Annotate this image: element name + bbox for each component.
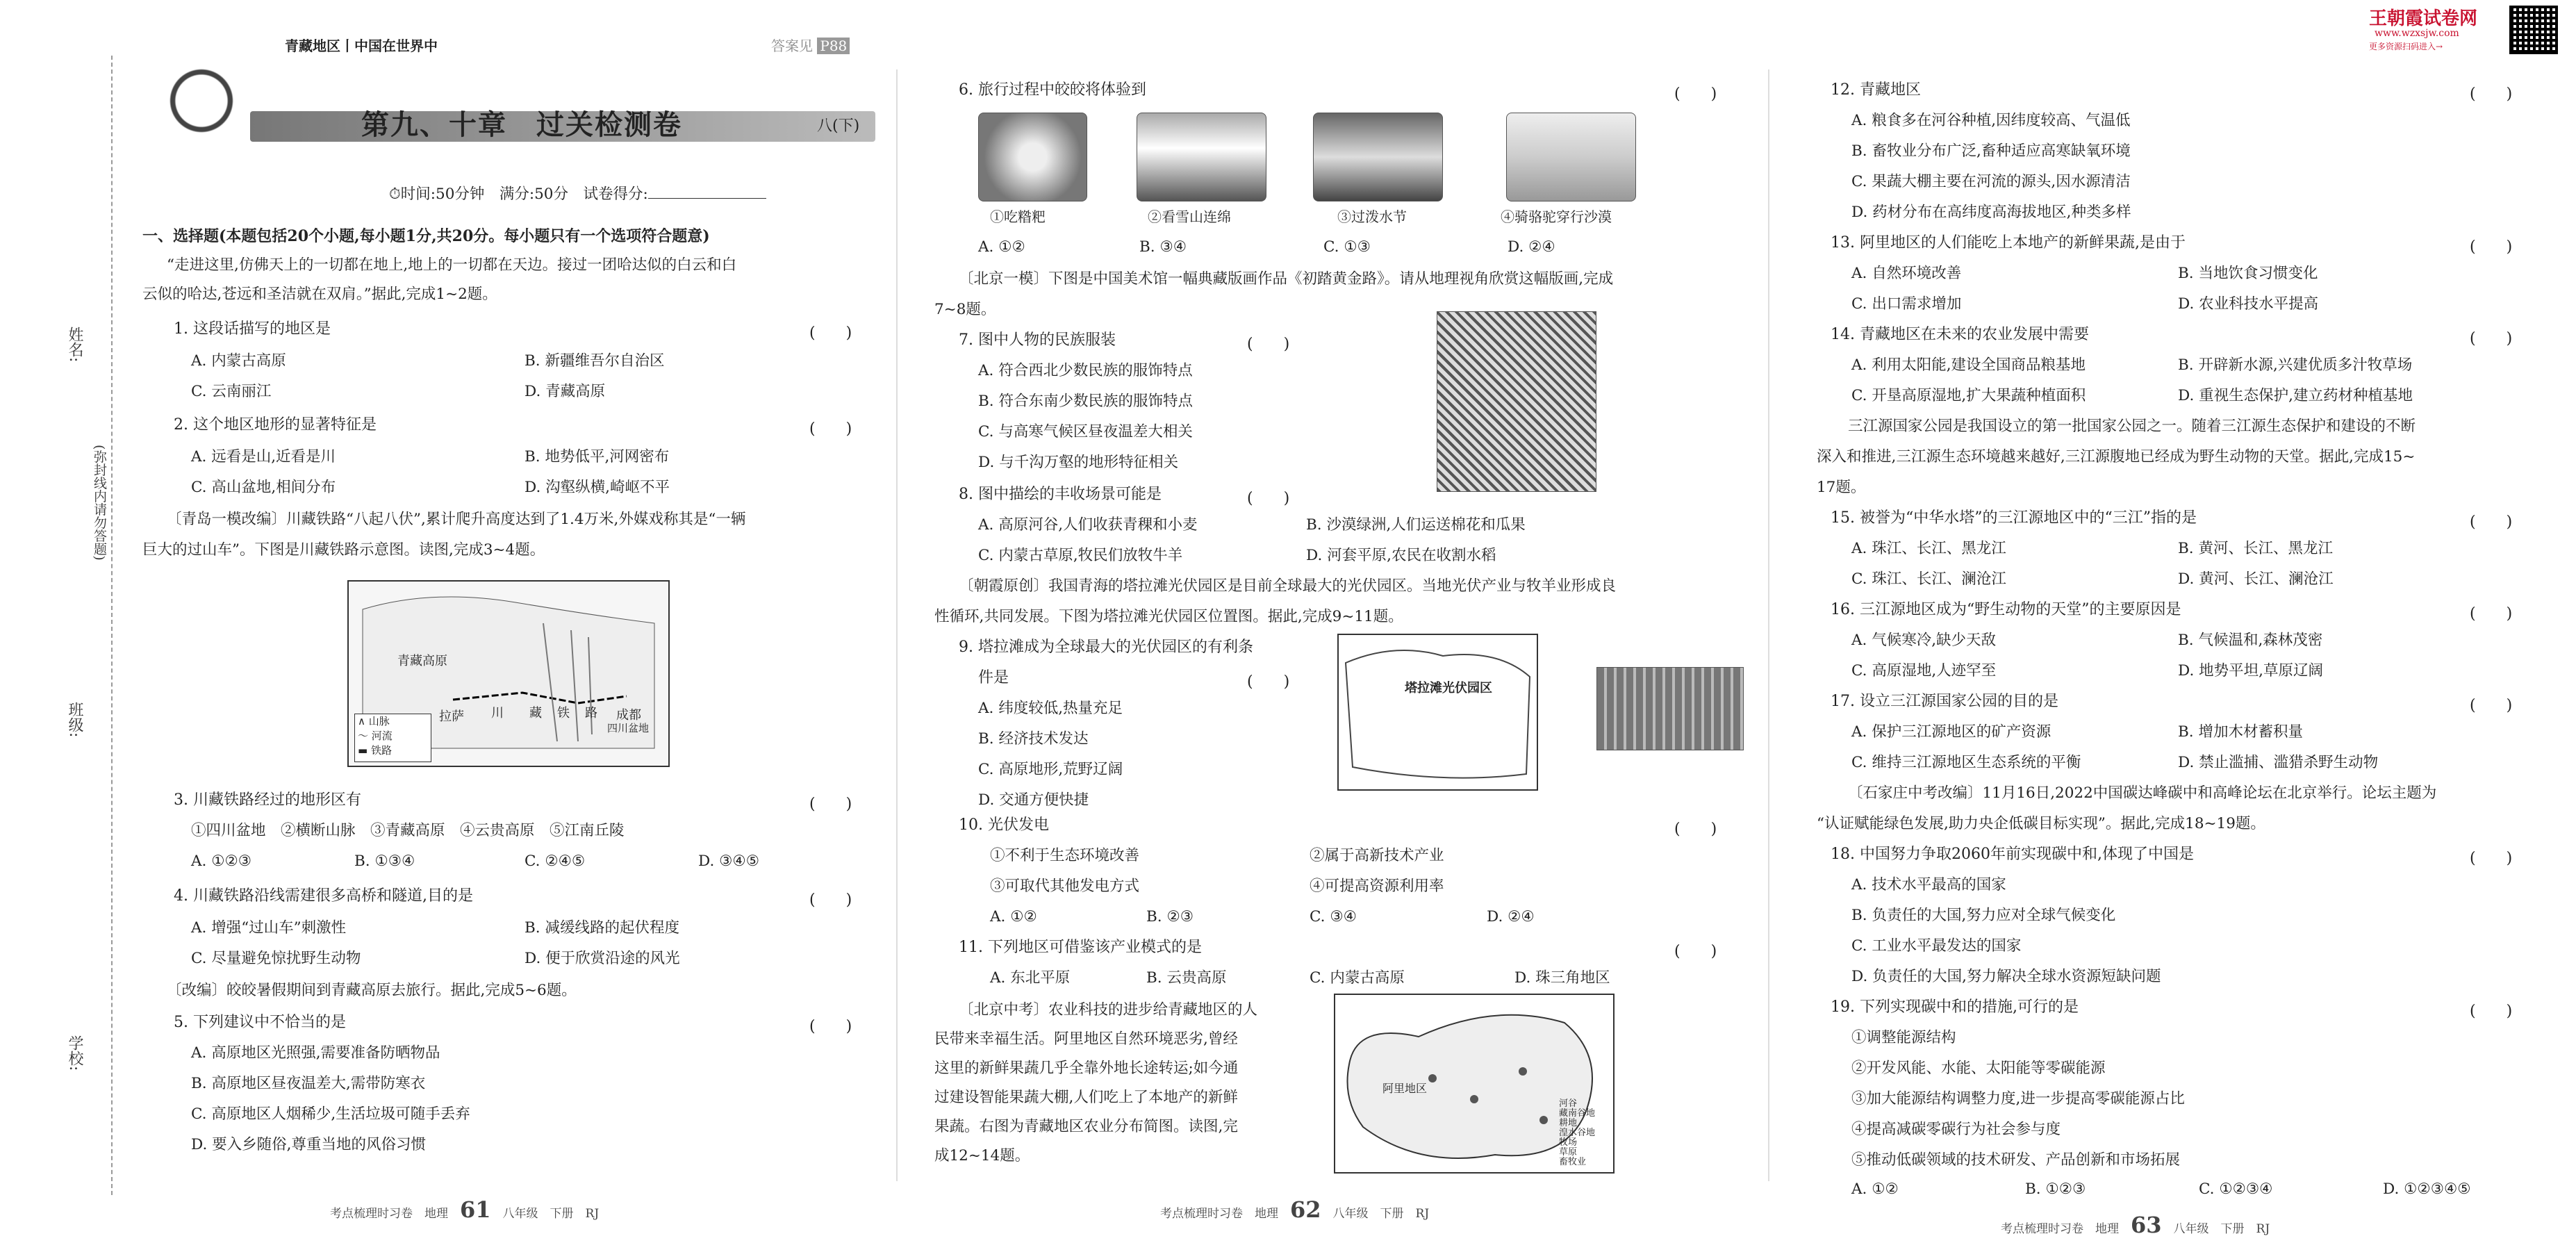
q14-option-d: D. 重视生态保护,建立药材种植基地 xyxy=(2178,387,2413,404)
q2-option-d: D. 沟壑纵横,崎岖不平 xyxy=(525,479,670,496)
passage-1-line-2: 云似的哈达,苍远和圣洁就在双肩。”据此,完成1~2题。 xyxy=(142,286,497,303)
brand-name: 王朝霞试卷网 xyxy=(2369,8,2478,29)
map-legend xyxy=(354,714,431,762)
question-5: 5. 下列建议中不恰当的是 xyxy=(174,1014,346,1031)
answer-bracket-5[interactable]: ( ) xyxy=(809,1018,852,1035)
q15-option-a: A. 珠江、长江、黑龙江 xyxy=(1851,540,2006,557)
page-divider-1 xyxy=(896,69,898,1181)
legend-item-4: 湟水谷地 xyxy=(1559,1128,1596,1138)
answer-bracket-3[interactable]: ( ) xyxy=(809,796,852,813)
answer-bracket-7[interactable]: ( ) xyxy=(1247,336,1290,353)
map-label-chengdu: 成都 xyxy=(616,708,641,723)
q14-option-b: B. 开辟新水源,兴建优质多汁牧草场 xyxy=(2178,356,2413,374)
answer-bracket-1[interactable]: ( ) xyxy=(809,324,852,342)
answer-bracket-12[interactable]: ( ) xyxy=(2470,85,2513,103)
passage-8-line-2: “认证赋能绿色发展,助力央企低碳目标实现”。据此,完成18~19题。 xyxy=(1817,815,2265,832)
passage-8-line-1: 〔石家庄中考改编〕11月16日,2022中国碳达峰碳中和高峰论坛在北京举行。论坛主题为 xyxy=(1848,784,2437,802)
passage-2-line-1: 〔青岛一模改编〕川藏铁路“八起八伏”,累计爬升高度达到了1.4万米,外媒戏称其是“一辆 xyxy=(167,511,746,528)
map-label-zang: 藏 xyxy=(529,706,542,721)
answer-bracket-16[interactable]: ( ) xyxy=(2470,605,2513,623)
question-1: 1. 这段话描写的地区是 xyxy=(174,320,331,338)
q3-option-a: A. ①②③ xyxy=(191,853,252,870)
q1-option-c: C. 云南丽江 xyxy=(191,383,272,400)
q7-option-c: C. 与高寒气候区昼夜温差大相关 xyxy=(978,423,1193,441)
answer-bracket-17[interactable]: ( ) xyxy=(2470,697,2513,714)
legend-item-1: 河谷 xyxy=(1559,1098,1578,1109)
passage-6-line-5: 果蔬。右图为青藏地区农业分布简图。读图,完 xyxy=(934,1118,1238,1135)
q7-option-b: B. 符合东南少数民族的服饰特点 xyxy=(978,393,1193,410)
q13-option-b: B. 当地饮食习惯变化 xyxy=(2178,265,2318,282)
grade-badge: 八(下) xyxy=(817,117,860,135)
q8-option-b: B. 沙漠绿洲,人们运送棉花和瓜果 xyxy=(1306,516,1526,534)
q10-item-4: ④可提高资源利用率 xyxy=(1310,878,1444,895)
passage-7-line-2: 深入和推进,三江源生态环境越来越好,三江源腹地已经成为野生动物的天堂。据此,完成15~ xyxy=(1817,448,2416,466)
q10-option-c: C. ③④ xyxy=(1310,908,1357,925)
q17-option-a: A. 保护三江源地区的矿产资源 xyxy=(1851,723,2051,741)
question-18: 18. 中国努力争取2060年前实现碳中和,体现了中国是 xyxy=(1831,846,2194,863)
page-number-62: 62 xyxy=(1290,1196,1321,1223)
answer-bracket-13[interactable]: ( ) xyxy=(2470,238,2513,256)
passage-5-line-2: 性循环,共同发展。下图为塔拉滩光伏园区位置图。据此,完成9~11题。 xyxy=(934,608,1403,625)
q8-option-a: A. 高原河谷,人们收获青稞和小麦 xyxy=(978,516,1198,534)
question-13: 13. 阿里地区的人们能吃上本地产的新鲜果蔬,是由于 xyxy=(1831,234,2186,252)
binding-line xyxy=(111,56,113,1195)
answer-ref: 答案见 P88 xyxy=(771,38,850,54)
footer-left: 考点梳理时习卷 地理 61 八年级 下册 RJ xyxy=(330,1196,600,1223)
q6-caption-4: ④骑骆驼穿行沙漠 xyxy=(1501,208,1612,225)
page-number-63: 63 xyxy=(2131,1212,2162,1238)
q2-option-c: C. 高山盆地,相间分布 xyxy=(191,479,336,496)
q4-option-c: C. 尽量避免惊扰野生动物 xyxy=(191,950,361,967)
legend-item-7: 畜牧业 xyxy=(1559,1157,1587,1167)
passage-6-line-6: 成12~14题。 xyxy=(934,1147,1030,1164)
legend-railway: ▬ 铁路 xyxy=(358,744,392,757)
woodcut-print-image xyxy=(1437,311,1596,492)
header-tag: 青藏地区丨中国在世界中 xyxy=(285,38,438,54)
q12-option-a: A. 粮食多在河谷种植,因纬度较高、气温低 xyxy=(1851,112,2131,129)
brand-subtext: 更多资源扫码进入→ xyxy=(2369,42,2443,51)
q1-option-a: A. 内蒙古高原 xyxy=(191,352,286,370)
brand-url[interactable]: www.wzxsjw.com xyxy=(2375,28,2459,39)
q6-option-a: A. ①② xyxy=(978,238,1025,256)
q10-option-d: D. ②④ xyxy=(1487,908,1535,925)
q15-option-c: C. 珠江、长江、澜沧江 xyxy=(1851,570,2006,588)
q12-option-b: B. 畜牧业分布广泛,畜种适应高寒缺氧环境 xyxy=(1851,142,2131,160)
question-8: 8. 图中描绘的丰收场景可能是 xyxy=(959,486,1162,503)
qr-code-icon[interactable] xyxy=(2509,6,2558,54)
q8-option-c: C. 内蒙古草原,牧民们放牧牛羊 xyxy=(978,547,1183,564)
q17-option-c: C. 维持三江源地区生态系统的平衡 xyxy=(1851,754,2081,771)
solar-park-map-svg xyxy=(1339,635,1537,789)
q12-option-d: D. 药材分布在高纬度高海拔地区,种类多样 xyxy=(1851,204,2131,221)
question-14: 14. 青藏地区在未来的农业发展中需要 xyxy=(1831,326,2089,343)
q6-caption-2: ②看雪山连绵 xyxy=(1148,208,1231,225)
legend-item-6: 草原 xyxy=(1559,1147,1578,1158)
answer-bracket-9[interactable]: ( ) xyxy=(1247,673,1290,691)
photo-snow-mountains xyxy=(1137,113,1266,201)
map-label-lu: 路 xyxy=(585,706,597,721)
q6-option-d: D. ②④ xyxy=(1508,238,1555,256)
footer-middle: 考点梳理时习卷 地理 62 八年级 下册 RJ xyxy=(1160,1196,1430,1223)
q4-option-b: B. 减缓线路的起伏程度 xyxy=(525,919,679,937)
q8-option-d: D. 河套平原,农民在收割水稻 xyxy=(1306,547,1496,564)
agriculture-map xyxy=(1334,994,1615,1174)
q11-option-b: B. 云贵高原 xyxy=(1146,969,1227,987)
passage-6-line-3: 这里的新鲜果蔬几乎全靠外地长途转运;如今通 xyxy=(934,1060,1239,1077)
passage-7-line-3: 17题。 xyxy=(1817,479,1866,496)
q19-item-1: ①调整能源结构 xyxy=(1851,1029,1956,1046)
q1-option-b: B. 新疆维吾尔自治区 xyxy=(525,352,665,370)
photo-tsampa xyxy=(978,113,1087,201)
q10-option-a: A. ①② xyxy=(990,908,1037,925)
question-19: 19. 下列实现碳中和的措施,可行的是 xyxy=(1831,998,2079,1016)
question-2: 2. 这个地区地形的显著特征是 xyxy=(174,416,377,434)
legend-river: ～ 河流 xyxy=(358,730,393,742)
side-school-label: 学校: xyxy=(66,1035,83,1071)
q10-item-1: ①不利于生态环境改善 xyxy=(990,847,1140,864)
q6-option-b: B. ③④ xyxy=(1139,238,1187,256)
q6-caption-3: ③过泼水节 xyxy=(1337,208,1407,225)
map-label-plateau: 青藏高原 xyxy=(397,654,447,668)
q19-option-b: B. ①②③ xyxy=(2025,1180,2086,1198)
answer-bracket-14[interactable]: ( ) xyxy=(2470,330,2513,347)
q19-option-d: D. ①②③④⑤ xyxy=(2383,1180,2471,1198)
q5-option-b: B. 高原地区昼夜温差大,需带防寒衣 xyxy=(191,1075,426,1092)
q1-option-d: D. 青藏高原 xyxy=(525,383,606,400)
answer-bracket-10[interactable]: ( ) xyxy=(1674,821,1717,838)
passage-1-line-1: “走进这里,仿佛天上的一切都在地上,地上的一切都在天边。接过一团哈达似的白云和白 xyxy=(167,256,737,274)
section-heading: 一、选择题(本题包括20个小题,每小题1分,共20分。每小题只有一个选项符合题意) xyxy=(142,227,710,245)
page-title: 第九、十章 过关检测卷 xyxy=(361,109,682,141)
question-10: 10. 光伏发电 xyxy=(959,816,1049,834)
solar-park-map xyxy=(1337,634,1538,791)
passage-6-line-2: 民带来幸福生活。阿里地区自然环境恶劣,曾经 xyxy=(934,1030,1238,1048)
q13-option-d: D. 农业科技水平提高 xyxy=(2178,295,2319,313)
q5-option-d: D. 要入乡随俗,尊重当地的风俗习惯 xyxy=(191,1136,426,1153)
photo-water-festival xyxy=(1313,113,1443,201)
q19-item-4: ④提高减碳零碳行为社会参与度 xyxy=(1851,1121,2061,1138)
question-17: 17. 设立三江源国家公园的目的是 xyxy=(1831,693,2058,710)
side-name-label: 姓名: xyxy=(66,327,83,363)
q2-option-b: B. 地势低平,河网密布 xyxy=(525,448,670,466)
passage-5-line-1: 〔朝霞原创〕我国青海的塔拉滩光伏园区是目前全球最大的光伏园区。当地光伏产业与牧羊业形成良 xyxy=(959,577,1617,595)
q14-option-c: C. 开垦高原湿地,扩大果蔬种植面积 xyxy=(1851,387,2086,404)
q7-option-d: D. 与千沟万壑的地形特征相关 xyxy=(978,454,1179,471)
q4-option-a: A. 增强“过山车”刺激性 xyxy=(191,919,347,937)
photo-camel-desert xyxy=(1506,113,1636,201)
q11-option-d: D. 珠三角地区 xyxy=(1514,969,1610,987)
q3-options: ①四川盆地 ②横断山脉 ③青藏高原 ④云贵高原 ⑤江南丘陵 xyxy=(191,822,625,839)
legend-mountain: ∧ 山脉 xyxy=(358,715,390,727)
q15-option-d: D. 黄河、长江、澜沧江 xyxy=(2178,570,2334,588)
q11-option-c: C. 内蒙古高原 xyxy=(1310,969,1405,987)
answer-bracket-2[interactable]: ( ) xyxy=(809,420,852,438)
q16-option-c: C. 高原湿地,人迹罕至 xyxy=(1851,662,1997,680)
brand-logo xyxy=(156,56,247,146)
q10-item-2: ②属于高新技术产业 xyxy=(1310,847,1444,864)
railway-map xyxy=(347,580,670,767)
map-label-basin: 四川盆地 xyxy=(607,722,650,734)
q6-option-c: C. ①③ xyxy=(1323,238,1371,256)
q5-option-a: A. 高原地区光照强,需要准备防晒物品 xyxy=(191,1044,440,1062)
q16-option-b: B. 气候温和,森林茂密 xyxy=(2178,632,2323,649)
answer-bracket-19[interactable]: ( ) xyxy=(2470,1003,2513,1020)
q15-option-b: B. 黄河、长江、黑龙江 xyxy=(2178,540,2333,557)
q18-option-c: C. 工业水平最发达的国家 xyxy=(1851,937,2022,955)
question-9-line-2: 件是 xyxy=(978,669,1009,686)
answer-bracket-6[interactable]: ( ) xyxy=(1674,85,1717,103)
legend-item-3: 耕地 xyxy=(1559,1118,1578,1128)
answer-bracket-15[interactable]: ( ) xyxy=(2470,513,2513,531)
q18-option-a: A. 技术水平最高的国家 xyxy=(1851,876,2006,894)
map-label-chuan: 川 xyxy=(491,706,504,721)
question-3: 3. 川藏铁路经过的地形区有 xyxy=(174,791,361,809)
question-11: 11. 下列地区可借鉴该产业模式的是 xyxy=(959,939,1202,956)
q10-option-b: B. ②③ xyxy=(1146,908,1194,925)
q3-option-c: C. ②④⑤ xyxy=(525,853,586,870)
legend-item-5: 牧场 xyxy=(1559,1137,1578,1148)
q7-option-a: A. 符合西北少数民族的服饰特点 xyxy=(978,362,1193,379)
q18-option-d: D. 负责任的大国,努力解决全球水资源短缺问题 xyxy=(1851,968,2161,985)
passage-4-line-2: 7~8题。 xyxy=(934,301,996,318)
q13-option-a: A. 自然环境改善 xyxy=(1851,265,1962,282)
q9-option-d: D. 交通方便快捷 xyxy=(978,791,1089,809)
passage-3: 〔改编〕皎皎暑假期间到青藏高原去旅行。据此,完成5~6题。 xyxy=(167,982,577,999)
q19-item-2: ②开发风能、水能、太阳能等零碳能源 xyxy=(1851,1060,2106,1077)
q13-option-c: C. 出口需求增加 xyxy=(1851,295,1962,313)
question-12: 12. 青藏地区 xyxy=(1831,81,1921,99)
q4-option-d: D. 便于欣赏沿途的风光 xyxy=(525,950,680,967)
map-label-lhasa: 拉萨 xyxy=(439,709,464,724)
q17-option-d: D. 禁止滥捕、滥猎杀野生动物 xyxy=(2178,754,2379,771)
legend-item-2: 藏南谷地 xyxy=(1559,1108,1596,1119)
q17-option-b: B. 增加木材蓄积量 xyxy=(2178,723,2303,741)
q19-option-c: C. ①②③④ xyxy=(2199,1180,2273,1198)
q19-option-a: A. ①② xyxy=(1851,1180,1899,1198)
side-class-label: 班级: xyxy=(66,702,83,738)
question-16: 16. 三江源地区成为“野生动物的天堂”的主要原因是 xyxy=(1831,601,2181,618)
q2-option-a: A. 远看是山,近看是川 xyxy=(191,448,336,466)
passage-7-line-1: 三江源国家公园是我国设立的第一批国家公园之一。随着三江源生态保护和建设的不断 xyxy=(1848,418,2416,435)
map-label-ali: 阿里地区 xyxy=(1382,1082,1428,1095)
question-15: 15. 被誉为“中华水塔”的三江源地区中的“三江”指的是 xyxy=(1831,509,2197,527)
q10-item-3: ③可取代其他发电方式 xyxy=(990,878,1140,895)
q11-option-a: A. 东北平原 xyxy=(990,969,1071,987)
q16-option-a: A. 气候寒冷,缺少天敌 xyxy=(1851,632,1997,649)
question-9-line-1: 9. 塔拉滩成为全球最大的光伏园区的有利条 xyxy=(959,639,1253,656)
agriculture-map-legend xyxy=(1559,1099,1595,1167)
passage-2-line-2: 巨大的过山车”。下图是川藏铁路示意图。读图,完成3~4题。 xyxy=(142,541,545,559)
q19-item-3: ③加大能源结构调整力度,进一步提高零碳能源占比 xyxy=(1851,1090,2185,1108)
q5-option-c: C. 高原地区人烟稀少,生活垃圾可随手丢弃 xyxy=(191,1105,470,1123)
question-4: 4. 川藏铁路沿线需建很多高桥和隧道,目的是 xyxy=(174,887,473,905)
q18-option-b: B. 负责任的大国,努力应对全球气候变化 xyxy=(1851,907,2116,924)
q14-option-a: A. 利用太阳能,建设全国商品粮基地 xyxy=(1851,356,2086,374)
map-label-solar-park: 塔拉滩光伏园区 xyxy=(1405,681,1492,695)
passage-4-line-1: 〔北京一模〕下图是中国美术馆一幅典藏版画作品《初踏黄金路》。请从地理视角欣赏这幅版画,完成 xyxy=(959,270,1614,288)
answer-bracket-4[interactable]: ( ) xyxy=(809,891,852,909)
q3-option-b: B. ①③④ xyxy=(354,853,415,870)
map-label-tie: 铁 xyxy=(557,706,570,721)
passage-6-line-4: 过建设智能果蔬大棚,人们吃上了本地产的新鲜 xyxy=(934,1089,1238,1106)
question-6: 6. 旅行过程中皎皎将体验到 xyxy=(959,81,1146,99)
answer-bracket-11[interactable]: ( ) xyxy=(1674,943,1717,960)
side-note: (弥封线内请勿答题) xyxy=(92,445,107,561)
q19-item-5: ⑤推动低碳领域的技术研发、产品创新和市场拓展 xyxy=(1851,1151,2181,1169)
q9-option-a: A. 纬度较低,热量充足 xyxy=(978,700,1123,717)
q9-option-c: C. 高原地形,荒野辽阔 xyxy=(978,761,1123,778)
page-number-61: 61 xyxy=(460,1196,491,1223)
q9-option-b: B. 经济技术发达 xyxy=(978,730,1089,748)
answer-bracket-18[interactable]: ( ) xyxy=(2470,850,2513,867)
answer-bracket-8[interactable]: ( ) xyxy=(1247,490,1290,507)
q3-option-d: D. ③④⑤ xyxy=(698,853,759,870)
q6-caption-1: ①吃糌粑 xyxy=(990,208,1046,225)
footer-right: 考点梳理时习卷 地理 63 八年级 下册 RJ xyxy=(2001,1212,2270,1238)
question-7: 7. 图中人物的民族服装 xyxy=(959,331,1116,349)
exam-meta: ⏱时间:50分钟 满分:50分 试卷得分: xyxy=(389,186,766,203)
passage-6-line-1: 〔北京中考〕农业科技的进步给青藏地区的人 xyxy=(959,1001,1258,1019)
solar-panels-photo xyxy=(1596,667,1744,750)
q16-option-d: D. 地势平坦,草原辽阔 xyxy=(2178,662,2323,680)
page-divider-2 xyxy=(1768,69,1769,1181)
q12-option-c: C. 果蔬大棚主要在河流的源头,因水源清洁 xyxy=(1851,173,2131,190)
